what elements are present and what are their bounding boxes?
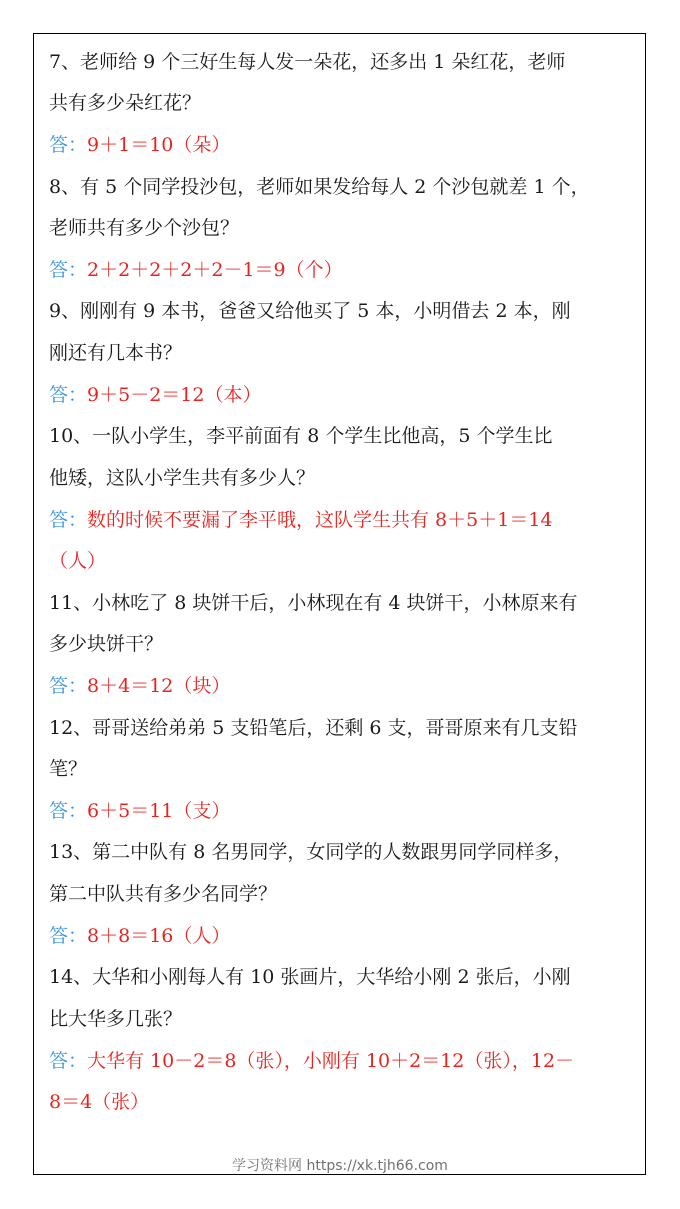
answer-9-prefix: 答： [49,384,88,406]
question-11-line-2: 多少块饼干？ [49,633,164,655]
question-14-line-2: 比大华多几张？ [49,1008,183,1030]
answer-10 [49,508,553,532]
answer-14 [49,1049,574,1073]
answer-8 [49,258,343,282]
question-7-line-2: 共有多少朵红花？ [49,92,202,114]
answer-7 [49,133,230,157]
answer-14-prefix: 答： [49,1050,88,1072]
answer-10-continued [49,549,106,573]
answer-12-prefix: 答： [49,800,88,822]
question-10-line-1: 10、一队小学生，李平前面有 8 个学生比他高，5 个学生比 [49,425,553,447]
question-13-line-1: 13、第二中队有 8 名男同学，女同学的人数跟男同学同样多， [49,841,573,863]
answer-14-continued [49,1090,149,1114]
question-13-line-2: 第二中队共有多少名同学？ [49,883,278,905]
answer-11-text: 8＋4＝12（块） [87,675,231,697]
question-12-line-2: 笔？ [49,758,88,780]
question-12-line-1: 12、哥哥送给弟弟 5 支铅笔后，还剩 6 支，哥哥原来有几支铅 [49,717,578,739]
answer-9-text: 9＋5－2＝12（本） [87,384,262,406]
answer-14-text-line-2: 8＝4（张） [49,1091,150,1113]
answer-10-text-line-2: （人） [49,550,107,572]
question-9-line-1: 9、刚刚有 9 本书，爸爸又给他买了 5 本，小明借去 2 本，刚 [49,300,571,322]
answer-8-prefix: 答： [49,259,88,281]
answer-12-text: 6＋5＝11（支） [87,800,231,822]
answer-11 [49,674,230,698]
answer-7-prefix: 答： [49,134,88,156]
question-7-line-1: 7、老师给 9 个三好生每人发一朵花，还多出 1 朵红花，老师 [49,51,566,73]
question-10-line-2: 他矮，这队小学生共有多少人？ [49,467,316,489]
answer-7-text: 9＋1＝10（朵） [87,134,231,156]
question-8-line-2: 老师共有多少个沙包？ [49,217,240,239]
footer-source-link[interactable]: 学习资料网 https://xk.tjh66.com [232,1158,448,1174]
answer-8-text: 2＋2＋2＋2＋2－1＝9（个） [87,259,343,281]
answer-13 [49,924,230,948]
answer-12 [49,799,230,823]
answer-11-prefix: 答： [49,675,88,697]
question-11-line-1: 11、小林吃了 8 块饼干后，小林现在有 4 块饼干，小林原来有 [49,592,578,614]
answer-13-prefix: 答： [49,925,88,947]
answer-9 [49,383,261,407]
question-14-line-1: 14、大华和小刚每人有 10 张画片，大华给小刚 2 张后，小刚 [49,966,571,988]
question-9-line-2: 刚还有几本书？ [49,342,183,364]
answer-13-text: 8＋8＝16（人） [87,925,231,947]
answer-10-prefix: 答： [49,509,88,531]
answer-10-text: 数的时候不要漏了李平哦，这队学生共有 8＋5＋1＝14 [87,509,553,531]
question-8-line-1: 8、有 5 个同学投沙包，老师如果发给每人 2 个沙包就差 1 个， [49,176,590,198]
answer-14-text: 大华有 10－2＝8（张），小刚有 10＋2＝12（张），12－ [87,1050,575,1072]
